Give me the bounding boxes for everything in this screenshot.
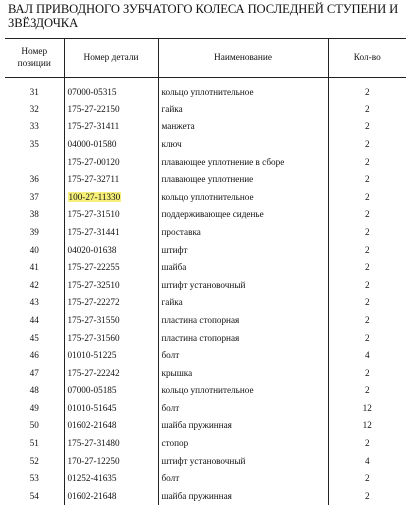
cell-position-text: 40 [29,244,39,255]
cell-name [158,100,328,118]
cell-position [5,399,64,417]
cell-name [158,399,328,417]
cell-qty-text: 2 [364,262,370,273]
cell-qty-text: 2 [364,367,370,378]
cell-position [5,469,64,487]
cell-qty-text: 2 [364,314,370,325]
cell-qty-text: 2 [364,438,370,449]
cell-part-number [64,241,158,259]
cell-part-number-text: 175-27-31480 [67,438,120,449]
cell-qty [328,153,406,171]
cell-position [5,206,64,224]
cell-position-text: 37 [29,191,39,202]
cell-part-number-text: 175-27-31411 [67,121,120,132]
cell-qty-text: 2 [364,209,370,220]
cell-qty-text: 2 [364,332,370,343]
cell-position [5,487,64,505]
cell-part-number [64,294,158,312]
column-header-part-number: Номер детали [64,39,158,78]
cell-part-number [64,329,158,347]
cell-part-number-text: 01602-21648 [67,420,117,431]
cell-qty [328,188,406,206]
table-row [5,469,406,487]
cell-name-text: болт [161,350,180,361]
cell-qty [328,294,406,312]
cell-qty-text: 2 [364,279,370,290]
cell-name-text: штифт [161,244,188,255]
cell-name [158,135,328,153]
cell-part-number-text: 175-27-32510 [67,279,120,290]
cell-position [5,311,64,329]
cell-part-number-text: 01010-51225 [67,350,117,361]
cell-position [5,276,64,294]
cell-qty-text: 4 [364,455,370,466]
cell-name [158,206,328,224]
cell-qty [328,311,406,329]
cell-name-text: кольцо уплотнительное [161,191,254,202]
cell-name-text: штифт установочный [161,279,246,290]
table-row [5,170,406,188]
table-row [5,135,406,153]
cell-name-text: ключ [161,138,182,149]
cell-qty-text: 2 [364,121,370,132]
table-row [5,417,406,435]
cell-part-number-text: 175-27-31441 [67,226,120,237]
cell-name [158,382,328,400]
cell-position [5,417,64,435]
cell-position [5,118,64,136]
cell-position-text: 35 [29,138,39,149]
cell-position-text: 50 [29,420,39,431]
cell-position [5,346,64,364]
cell-part-number-text: 175-27-22255 [67,262,120,273]
cell-position-text: 54 [29,490,39,501]
cell-name [158,258,328,276]
table-row [5,399,406,417]
cell-name [158,276,328,294]
parts-table [5,38,406,505]
cell-part-number [64,118,158,136]
document-title: ВАЛ ПРИВОДНОГО ЗУБЧАТОГО КОЛЕСА ПОСЛЕДНЕЙ СТУПЕНИ И ЗВЁЗДОЧКА [8,2,399,30]
cell-part-number [64,100,158,118]
cell-part-number [64,276,158,294]
cell-qty-text: 2 [364,103,370,114]
cell-qty [328,206,406,224]
cell-position [5,434,64,452]
table-header-row [5,39,406,78]
cell-name-text: пластина стопорная [161,332,240,343]
cell-name [158,364,328,382]
cell-position [5,188,64,206]
cell-position [5,78,64,101]
cell-part-number [64,487,158,505]
cell-position-text: 43 [29,297,39,308]
cell-part-number-text: 175-27-31510 [67,209,120,220]
cell-name-text: болт [161,402,180,413]
cell-position-text: 31 [29,87,39,97]
cell-position-text: 38 [29,209,39,220]
column-header-qty: Кол-во [328,39,406,78]
cell-name [158,223,328,241]
cell-position-text: 42 [29,279,39,290]
cell-qty-text: 2 [364,87,370,97]
cell-name [158,434,328,452]
cell-name [158,188,328,206]
cell-name [158,469,328,487]
cell-name-text: плавающее уплотнение [161,174,254,185]
cell-name-text: кольцо уплотнительное [161,87,254,97]
cell-name [158,329,328,347]
table-row [5,241,406,259]
cell-qty [328,382,406,400]
cell-position [5,294,64,312]
cell-name [158,153,328,171]
column-header-name: Наименование [158,39,328,78]
cell-qty-text: 12 [362,420,372,431]
cell-qty-text: 12 [362,402,372,413]
cell-qty [328,241,406,259]
cell-part-number-text: 170-27-12250 [67,455,120,466]
table-row [5,364,406,382]
cell-part-number-text: 01010-51645 [67,402,117,413]
cell-qty [328,223,406,241]
cell-part-number [64,223,158,241]
cell-part-number-text: 175-27-22242 [67,367,120,378]
cell-part-number [64,452,158,470]
cell-part-number-text: 175-27-32711 [67,174,120,185]
cell-part-number-text: 175-27-31550 [67,314,120,325]
column-header-position: Номер позиции [5,39,64,78]
cell-part-number-text: 175-27-31560 [67,332,120,343]
cell-position [5,170,64,188]
cell-name [158,487,328,505]
table-row [5,258,406,276]
table-row [5,434,406,452]
cell-position [5,364,64,382]
cell-name-text: шайба пружинная [161,490,232,501]
cell-part-number [64,417,158,435]
cell-position-text: 41 [29,262,39,273]
cell-name-text: штифт установочный [161,455,246,466]
cell-part-number [64,206,158,224]
cell-qty [328,100,406,118]
cell-name-text: поддерживающее сиденье [161,209,264,220]
cell-name-text: пластина стопорная [161,314,240,325]
cell-position-text: 32 [29,103,39,114]
cell-name-text: гайка [161,103,183,114]
cell-part-number-text: 01252-41635 [67,473,117,484]
cell-name-text: плавающее уплотнение в сборе [161,156,285,167]
cell-name [158,452,328,470]
cell-position [5,223,64,241]
cell-part-number [64,399,158,417]
cell-qty [328,118,406,136]
cell-qty [328,346,406,364]
cell-position-text: 48 [29,385,39,396]
cell-part-number [64,153,158,171]
cell-position [5,100,64,118]
cell-name [158,346,328,364]
cell-position-text: 51 [29,438,39,449]
cell-qty-text: 2 [364,385,370,396]
cell-qty-text: 2 [364,174,370,185]
cell-part-number-text: 175-27-22272 [67,297,120,308]
table-row [5,188,406,206]
table-row [5,294,406,312]
cell-qty-text: 2 [364,156,370,167]
cell-qty-text: 2 [364,191,370,202]
cell-name [158,294,328,312]
table-row [5,346,406,364]
cell-qty [328,434,406,452]
cell-part-number-text: 175-27-00120 [67,156,120,167]
cell-position-text: 33 [29,121,39,132]
cell-name [158,311,328,329]
cell-position-text: 44 [29,314,39,325]
table-row [5,276,406,294]
cell-position-text: 47 [29,367,39,378]
cell-qty-text: 2 [364,138,370,149]
cell-qty [328,329,406,347]
cell-position [5,329,64,347]
cell-qty [328,135,406,153]
cell-part-number [64,364,158,382]
cell-part-number [64,434,158,452]
cell-position-text: 36 [29,174,39,185]
cell-position [5,382,64,400]
cell-qty [328,469,406,487]
cell-part-number [64,78,158,101]
cell-qty [328,417,406,435]
cell-position-text: 45 [29,332,39,343]
cell-position [5,135,64,153]
table-row [5,118,406,136]
cell-qty [328,170,406,188]
cell-qty-text: 2 [364,473,370,484]
cell-name-text: гайка [161,297,183,308]
table-row [5,452,406,470]
cell-part-number-text: 01602-21648 [67,490,117,501]
cell-position [5,452,64,470]
cell-name [158,170,328,188]
cell-part-number-text: 175-27-22150 [67,103,120,114]
cell-part-number [64,311,158,329]
table-row [5,100,406,118]
cell-part-number [64,469,158,487]
cell-qty [328,364,406,382]
cell-position-text: 39 [29,226,39,237]
cell-position [5,241,64,259]
highlighted-part-number: 100-27-11330 [68,191,121,202]
table-row [5,206,406,224]
cell-name [158,417,328,435]
cell-qty-text: 2 [364,244,370,255]
cell-name-text: проставка [161,226,201,237]
cell-qty [328,78,406,101]
cell-part-number [64,135,158,153]
cell-qty [328,487,406,505]
cell-part-number-text: 04020-01638 [67,244,117,255]
table-row [5,78,406,101]
cell-position [5,258,64,276]
cell-qty-text: 4 [364,350,370,361]
cell-part-number-text: 07000-05185 [67,385,117,396]
table-row [5,382,406,400]
cell-part-number [64,382,158,400]
cell-part-number [64,170,158,188]
table-row [5,153,406,171]
cell-position [5,153,64,171]
cell-qty-text: 2 [364,490,370,501]
cell-part-number-text: 04000-01580 [67,138,117,149]
cell-name-text: болт [161,473,180,484]
table-row [5,487,406,505]
cell-position-text: 49 [29,402,39,413]
cell-name-text: шайба пружинная [161,420,232,431]
cell-name-text: шайба [161,262,187,273]
table-row [5,329,406,347]
cell-qty [328,276,406,294]
cell-part-number-text: 07000-05315 [67,87,117,97]
cell-qty [328,452,406,470]
cell-position-text: 52 [29,455,39,466]
cell-position-text: 53 [29,473,39,484]
cell-name [158,241,328,259]
table-row [5,311,406,329]
cell-part-number [64,188,158,206]
cell-part-number [64,258,158,276]
cell-name-text: стопор [161,438,189,449]
cell-qty-text: 2 [364,297,370,308]
table-row [5,223,406,241]
cell-name-text: крышка [161,367,193,378]
cell-qty [328,399,406,417]
cell-qty-text: 2 [364,226,370,237]
cell-position-text: 46 [29,350,39,361]
cell-name [158,118,328,136]
cell-part-number [64,346,158,364]
cell-name-text: кольцо уплотнительное [161,385,254,396]
cell-qty [328,258,406,276]
cell-name-text: манжета [161,121,195,132]
cell-name [158,78,328,101]
